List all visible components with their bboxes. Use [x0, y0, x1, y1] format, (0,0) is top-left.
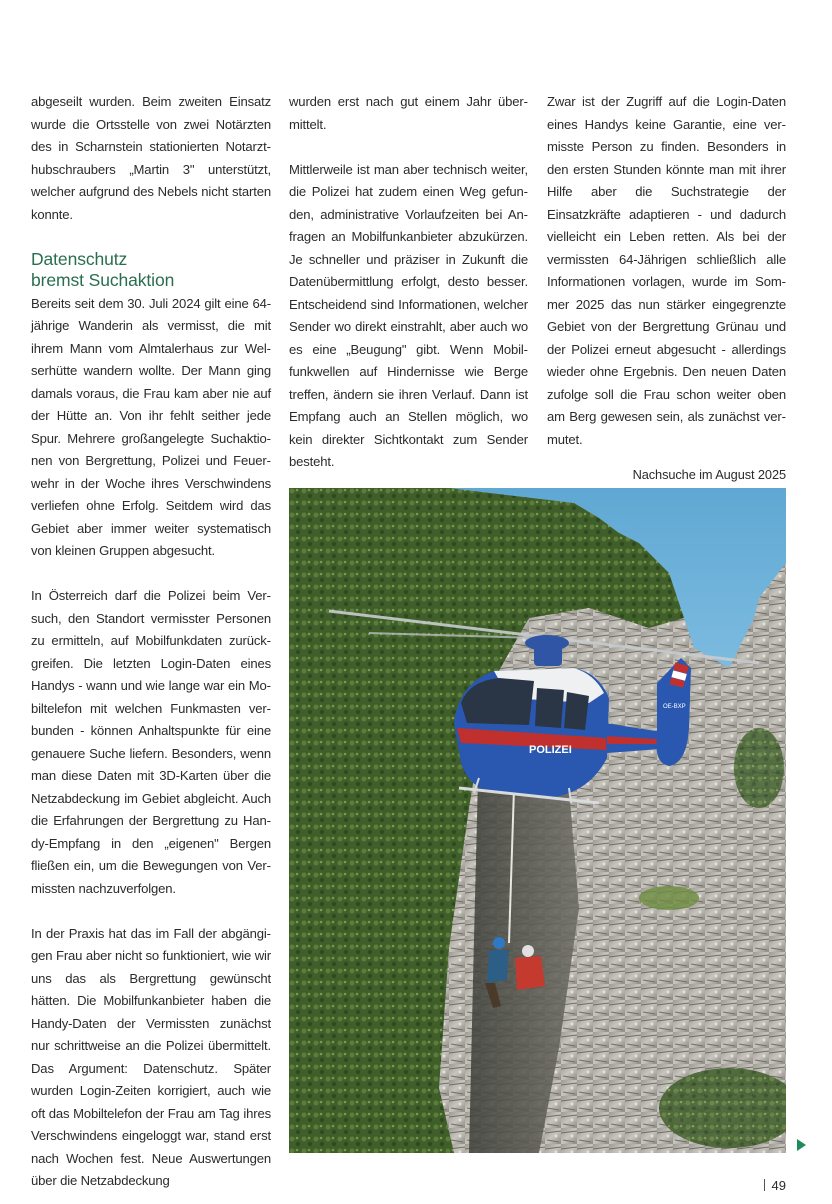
svg-text:POLIZEI: POLIZEI [529, 744, 572, 756]
paragraph: In Österreich darf die Polizei beim Versuch, den Standort vermisster Personen zu ermitteln, auf Mobilfunkdaten zurückgreifen. Die letzten Login-Daten eines Handys - wann und wie lange war ein Mobiltelefon mit welchen Funkmasten verbunden - können Anhaltspunkte für eine genauere Suche liefern. Besonders, wenn man diese Daten mit 3D-Karten über die Netzabdeckung im Gebiet abgleicht. Auch die Erfahrungen der Bergrettung zu Handy-Empfang in den „eigenen" Bergen fließen ein, um die Bewegungen von Vermissten nachzuverfolgen. [31, 588, 271, 896]
article-column-1 [31, 91, 271, 1193]
continue-arrow-icon [797, 1139, 806, 1151]
paragraph: wurden erst nach gut einem Jahr übermittelt. [289, 94, 528, 132]
svg-text:OE-BXP: OE-BXP [663, 704, 686, 710]
page-number [764, 1178, 786, 1193]
helicopter-rescue-photo [289, 488, 786, 1153]
section-heading-line-1: Datenschutz [31, 248, 128, 269]
paragraph: Bereits seit dem 30. Juli 2024 gilt eine 64-jährige Wanderin als vermisst, die mit ihrem Mann vom Almtalerhaus zur Welserhütte wandern wollte. Der Mann ging damals voraus, die Frau kam aber nie auf der Hütte an. Von ihr fehlt seither jede Spur. Mehrere großangelegte Suchaktionen von Bergrettung, Polizei und Feuerwehr in der Woche ihres Verschwindens verliefen ohne Erfolg. Seitdem wird das Gebiet aber immer weiter systematisch von kleinen Gruppen abgesucht. [31, 295, 271, 558]
page-number-divider [764, 1179, 765, 1191]
page-number-value: 49 [771, 1178, 786, 1193]
article-column-2 [289, 91, 528, 474]
paragraph: Mittlerweile ist man aber technisch weiter, die Polizei hat zudem einen Weg gefunden, administrative Vorlaufzeiten bei Anfragen an Mobilfunkanbieter abzukürzen. Je schneller und präziser in Zukunft die Datenübermittlung erfolgt, desto besser. Entscheidend sind Informationen, welcher Sender wo direkt einstrahlt, aber auch wo es eine „Beugung" gibt. Wenn Mobilfunkwellen auf Hindernisse wie Berge treffen, ändern sie ihren Verlauf. Dann ist Empfang auch an Stellen möglich, wo kein direkter Sichtkontakt zum Sender besteht. [289, 161, 528, 469]
photo-caption: Nachsuche im August 2025 [632, 467, 786, 482]
paragraph: abgeseilt wurden. Beim zweiten Einsatz wurde die Ortsstelle von zwei Notärzten des in Scharnstein stationierten Notarzthubschraubers „Martin 3" unterstützt, welcher aufgrund des Nebels nicht starten konnte. [31, 94, 271, 222]
paragraph: Zwar ist der Zugriff auf die Login-Daten eines Handys keine Garantie, eine vermisste Person zu finden. Besonders in den ersten Stunden könnte man mit ihrer Hilfe aber die Suchstrategie der Einsatzkräfte adaptieren - und dadurch vielleicht ein Leben retten. Als bei der vermissten 64-Jährigen schließlich alle Informationen vorlagen, wurde im Sommer 2025 das nun stärker eingegrenzte Gebiet von der Bergrettung Grünau und der Polizei erneut abgesucht - allerdings wieder ohne Ergebnis. Den neuen Daten zufolge soll die Frau schon weiter oben am Berg gewesen sein, als zunächst vermutet. [547, 94, 786, 447]
article-column-3 [547, 91, 786, 451]
section-heading-line-2: bremst Suchaktion [31, 269, 175, 290]
paragraph: In der Praxis hat das im Fall der abgängigen Frau aber nicht so funktioniert, wie wir uns das als Bergrettung gewünscht hätten. Die Mobilfunkanbieter haben die Handy-Daten der Vermissten zunächst nur schrittweise an die Polizei übermittelt. Das Argument: Datenschutz. Später wurden Login-Zeiten korrigiert, auch wie oft das Mobiltelefon der Frau am Tag ihres Verschwindens eingeloggt war, stand erst nach Wochen fest. Neue Auswertungen über die Netzabdeckung [31, 925, 271, 1188]
photo-illustration [289, 488, 786, 1153]
section-heading [31, 249, 271, 291]
